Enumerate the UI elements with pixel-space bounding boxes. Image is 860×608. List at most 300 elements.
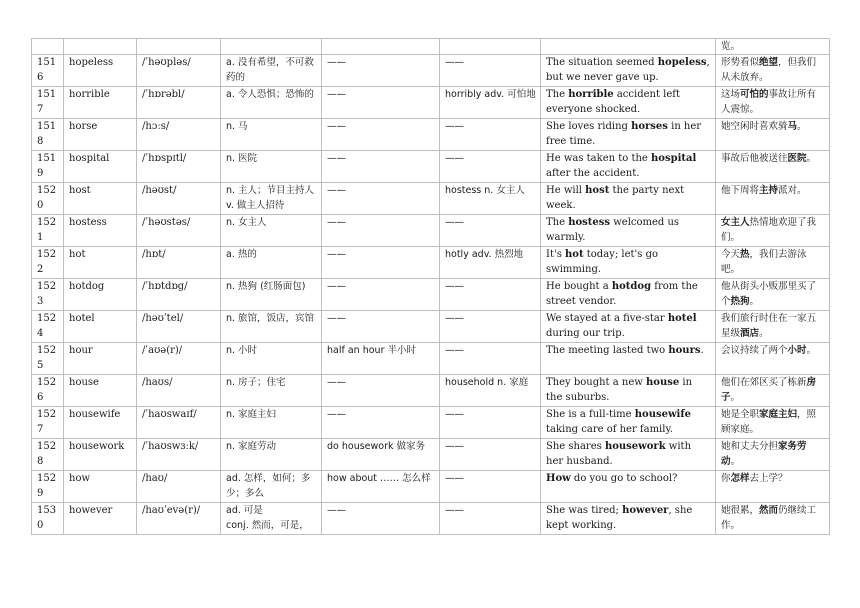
phrase-cell bbox=[322, 151, 440, 183]
translation-text: 去上学？ bbox=[749, 473, 788, 484]
english-example-cell bbox=[541, 119, 716, 151]
phonetic-transcription: /ˈhɒtdɒg/ bbox=[142, 281, 188, 292]
entry-number: 1528 bbox=[37, 441, 57, 467]
example-text: She shares bbox=[546, 441, 605, 452]
meaning-text: n. 旅馆，饭店，宾馆 bbox=[226, 313, 315, 324]
meaning-text: n. 家庭劳动 bbox=[226, 441, 277, 452]
headword: hotel bbox=[69, 313, 95, 324]
translation-text: 会议持续了两个 bbox=[721, 345, 788, 356]
phonetic-transcription: /ˈhɒrəbl/ bbox=[142, 89, 185, 100]
chinese-example-cell bbox=[716, 247, 830, 279]
table-cell bbox=[32, 39, 64, 55]
example-text: . bbox=[700, 345, 704, 356]
phrase-text: —— bbox=[327, 185, 346, 196]
example-text: during our trip. bbox=[546, 328, 625, 339]
translation-text: 。 bbox=[730, 392, 741, 403]
example-text: , but we never gave up. bbox=[546, 57, 710, 83]
derivative-text: hotly adv. 热烈地 bbox=[445, 249, 524, 260]
headword: however bbox=[69, 505, 113, 516]
entry-number-cell bbox=[32, 151, 64, 183]
english-example-cell bbox=[541, 87, 716, 119]
phonetic-transcription: /haʊˈevə(r)/ bbox=[142, 505, 201, 516]
english-example-cell bbox=[541, 215, 716, 247]
phrase-text: —— bbox=[327, 313, 346, 324]
meaning-text: n. 主人；节目主持人 bbox=[226, 185, 315, 196]
phonetic-cell bbox=[137, 119, 221, 151]
translation-text: 他们在郊区买了栋新 bbox=[721, 377, 807, 388]
english-example-cell bbox=[541, 439, 716, 471]
example-keyword: hopeless bbox=[657, 57, 707, 68]
entry-number: 1519 bbox=[37, 153, 57, 179]
phonetic-transcription: /ˈhəʊstəs/ bbox=[142, 217, 191, 228]
headword: hour bbox=[69, 345, 93, 356]
phrase-text: —— bbox=[327, 249, 346, 260]
example-text: in the suburbs. bbox=[546, 377, 693, 403]
chinese-example-cell bbox=[716, 311, 830, 343]
phonetic-transcription: /həʊˈtel/ bbox=[142, 313, 184, 324]
translation-text: 。 bbox=[759, 328, 769, 339]
example-keyword: hotel bbox=[667, 313, 697, 324]
meaning-text: a. 没有希望，不可救药的 bbox=[226, 57, 314, 83]
translation-text: 形势看似 bbox=[721, 57, 760, 68]
entry-number: 1529 bbox=[37, 473, 57, 499]
meaning-text: n. 家庭主妇 bbox=[226, 409, 277, 420]
phrase-text: —— bbox=[327, 121, 346, 132]
derivative-cell bbox=[440, 503, 541, 535]
entry-number-cell bbox=[32, 375, 64, 407]
meaning-cell bbox=[221, 343, 322, 375]
phrase-cell bbox=[322, 471, 440, 503]
phonetic-transcription: /həʊst/ bbox=[142, 185, 177, 196]
table-row bbox=[32, 151, 830, 183]
example-text: the party next week. bbox=[546, 185, 685, 211]
phonetic-cell bbox=[137, 87, 221, 119]
chinese-example-cell bbox=[716, 119, 830, 151]
meaning-text: a. 热的 bbox=[226, 249, 257, 260]
derivative-text: horribly adv. 可怕地 bbox=[445, 89, 536, 100]
entry-number: 1527 bbox=[37, 409, 57, 435]
derivative-cell bbox=[440, 183, 541, 215]
translation-keyword: 热 bbox=[740, 249, 750, 260]
phrase-cell bbox=[322, 183, 440, 215]
table-row bbox=[32, 375, 830, 407]
phonetic-cell bbox=[137, 439, 221, 471]
example-keyword: hours bbox=[668, 345, 701, 356]
meaning-text: n. 热狗 (红肠面包) bbox=[226, 281, 306, 292]
meaning-cell bbox=[221, 183, 322, 215]
translation-text: ，我们去游泳吧。 bbox=[721, 249, 807, 275]
translation-text: 。 bbox=[730, 456, 741, 467]
translation-text: 事故让所有人震惊。 bbox=[721, 89, 817, 115]
translation-keyword: 然而 bbox=[759, 505, 779, 516]
headword: housework bbox=[69, 441, 125, 452]
translation-text: 仍继续工作。 bbox=[721, 505, 817, 531]
derivative-cell bbox=[440, 151, 541, 183]
entry-number: 1517 bbox=[37, 89, 57, 115]
phonetic-transcription: /ˈaʊə(r)/ bbox=[142, 345, 183, 356]
derivative-cell bbox=[440, 55, 541, 87]
translation-text: 。 bbox=[797, 121, 807, 132]
meaning-cell bbox=[221, 375, 322, 407]
phrase-text: —— bbox=[327, 89, 346, 100]
word-cell bbox=[64, 471, 137, 503]
meaning-cell bbox=[221, 151, 322, 183]
chinese-example-cell bbox=[716, 407, 830, 439]
translation-text: 。 bbox=[749, 296, 760, 307]
example-keyword: How bbox=[546, 473, 571, 484]
translation-text: 事故后他被送往 bbox=[721, 153, 788, 164]
translation-text: 她空闲时喜欢骑 bbox=[721, 121, 788, 132]
example-keyword: hot bbox=[565, 249, 584, 260]
entry-number: 1521 bbox=[37, 217, 57, 243]
phonetic-transcription: /ˈhɒspɪtl/ bbox=[142, 153, 187, 164]
derivative-cell bbox=[440, 471, 541, 503]
example-keyword: housework bbox=[604, 441, 666, 452]
english-example-cell bbox=[541, 183, 716, 215]
english-example-cell bbox=[541, 55, 716, 87]
translation-keyword: 主持 bbox=[759, 185, 779, 196]
word-cell bbox=[64, 439, 137, 471]
example-text: They bought a new bbox=[546, 377, 646, 388]
derivative-text: —— bbox=[445, 441, 464, 452]
table-body bbox=[32, 39, 830, 535]
translation-text: 热情地欢迎了我们。 bbox=[721, 217, 817, 243]
derivative-cell bbox=[440, 407, 541, 439]
entry-number: 1516 bbox=[37, 57, 57, 83]
translation-keyword: 房子 bbox=[721, 377, 817, 403]
meaning-cell bbox=[221, 247, 322, 279]
entry-number-cell bbox=[32, 183, 64, 215]
phrase-cell bbox=[322, 439, 440, 471]
phrase-cell bbox=[322, 503, 440, 535]
english-example-cell bbox=[541, 407, 716, 439]
headword: hot bbox=[69, 249, 86, 260]
example-text: today; let's go swimming. bbox=[546, 249, 658, 275]
example-text: in her free time. bbox=[546, 121, 702, 147]
entry-number-cell bbox=[32, 55, 64, 87]
derivative-cell bbox=[440, 439, 541, 471]
phonetic-cell bbox=[137, 503, 221, 535]
headword: housewife bbox=[69, 409, 121, 420]
example-text: He will bbox=[546, 185, 586, 196]
phonetic-transcription: /ˈhaʊswaɪf/ bbox=[142, 409, 197, 420]
phrase-cell bbox=[322, 279, 440, 311]
table-row bbox=[32, 55, 830, 87]
meaning-cell bbox=[221, 279, 322, 311]
headword: house bbox=[69, 377, 99, 388]
entry-number-cell bbox=[32, 279, 64, 311]
vocabulary-table bbox=[31, 38, 830, 535]
table-row bbox=[32, 503, 830, 535]
translation-text: 她是全职 bbox=[721, 409, 760, 420]
meaning-cell bbox=[221, 55, 322, 87]
phrase-cell bbox=[322, 375, 440, 407]
word-cell bbox=[64, 407, 137, 439]
headword: hostess bbox=[69, 217, 107, 228]
example-text: from the street vendor. bbox=[546, 281, 698, 307]
phonetic-cell bbox=[137, 55, 221, 87]
phonetic-transcription: /hɔːs/ bbox=[142, 121, 170, 132]
example-text: accident left everyone shocked. bbox=[546, 89, 680, 115]
phrase-cell bbox=[322, 215, 440, 247]
example-text: , she kept working. bbox=[546, 505, 693, 531]
example-text: He bought a bbox=[546, 281, 612, 292]
translation-keyword: 女主人 bbox=[721, 217, 750, 228]
chinese-example-cell bbox=[716, 183, 830, 215]
derivative-text: —— bbox=[445, 121, 464, 132]
english-example-cell bbox=[541, 311, 716, 343]
chinese-example-cell bbox=[716, 503, 830, 535]
example-text: with her husband. bbox=[546, 441, 692, 467]
entry-number-cell bbox=[32, 439, 64, 471]
table-cell bbox=[64, 39, 137, 55]
meaning-cell bbox=[221, 119, 322, 151]
entry-number: 1524 bbox=[37, 313, 57, 339]
word-cell bbox=[64, 55, 137, 87]
word-cell bbox=[64, 183, 137, 215]
translation-text: 她和丈夫分担 bbox=[721, 441, 779, 452]
table-row bbox=[32, 119, 830, 151]
phrase-cell bbox=[322, 311, 440, 343]
meaning-cell bbox=[221, 439, 322, 471]
example-keyword: horrible bbox=[568, 89, 614, 100]
table-row bbox=[32, 343, 830, 375]
phonetic-cell bbox=[137, 247, 221, 279]
meaning-cell bbox=[221, 407, 322, 439]
translation-keyword: 家务劳动 bbox=[721, 441, 807, 467]
table-row bbox=[32, 279, 830, 311]
phrase-text: half an hour 半小时 bbox=[327, 345, 416, 356]
phrase-text: —— bbox=[327, 217, 346, 228]
english-example-cell bbox=[541, 247, 716, 279]
phonetic-transcription: /ˈhaʊswɜːk/ bbox=[142, 441, 199, 452]
table-row bbox=[32, 87, 830, 119]
example-keyword: hospital bbox=[651, 153, 697, 164]
entry-number-cell bbox=[32, 471, 64, 503]
table-row bbox=[32, 215, 830, 247]
derivative-cell bbox=[440, 279, 541, 311]
entry-number-cell bbox=[32, 407, 64, 439]
meaning-text: n. 女主人 bbox=[226, 217, 267, 228]
entry-number: 1530 bbox=[37, 505, 57, 531]
headword: hospital bbox=[69, 153, 110, 164]
example-text: The bbox=[546, 89, 569, 100]
word-cell bbox=[64, 279, 137, 311]
derivative-text: —— bbox=[445, 313, 464, 324]
entry-number: 1522 bbox=[37, 249, 57, 275]
headword: how bbox=[69, 473, 91, 484]
derivative-cell bbox=[440, 343, 541, 375]
chinese-example-cell: 览。 bbox=[716, 39, 830, 55]
translation-keyword: 酒店 bbox=[740, 328, 760, 339]
translation-text: 。 bbox=[806, 153, 817, 164]
phrase-text: —— bbox=[327, 281, 346, 292]
phonetic-transcription: /haʊs/ bbox=[142, 377, 173, 388]
translation-text: ，但我们从未放弃。 bbox=[721, 57, 817, 83]
english-example-cell bbox=[541, 503, 716, 535]
phonetic-transcription: /ˈhəʊpləs/ bbox=[142, 57, 191, 68]
entry-number-cell bbox=[32, 87, 64, 119]
translation-text: 派对。 bbox=[778, 185, 807, 196]
word-cell bbox=[64, 503, 137, 535]
translation-keyword: 医院 bbox=[787, 153, 807, 164]
headword: horrible bbox=[69, 89, 110, 100]
translation-keyword: 家庭主妇 bbox=[759, 409, 798, 420]
example-text: It's bbox=[546, 249, 566, 260]
phrase-cell bbox=[322, 407, 440, 439]
phonetic-transcription: /haʊ/ bbox=[142, 473, 168, 484]
phonetic-cell bbox=[137, 183, 221, 215]
meaning-text: a. 令人恐惧；恐怖的 bbox=[226, 89, 314, 100]
translation-text: 我们旅行时住在一家五星级 bbox=[721, 313, 817, 339]
entry-number: 1523 bbox=[37, 281, 57, 307]
derivative-text: —— bbox=[445, 281, 464, 292]
meaning-text-secondary: conj. 然而，可是， bbox=[226, 520, 309, 531]
phonetic-cell bbox=[137, 375, 221, 407]
word-cell bbox=[64, 151, 137, 183]
phrase-text: —— bbox=[327, 377, 346, 388]
phrase-cell bbox=[322, 247, 440, 279]
english-example-cell bbox=[541, 279, 716, 311]
entry-number: 1525 bbox=[37, 345, 57, 371]
meaning-cell bbox=[221, 471, 322, 503]
example-text: The meeting lasted two bbox=[546, 345, 669, 356]
chinese-example-cell bbox=[716, 375, 830, 407]
example-keyword: hotdog bbox=[611, 281, 652, 292]
phrase-text: how about …… 怎么样 bbox=[327, 473, 431, 484]
translation-keyword: 热狗 bbox=[730, 296, 750, 307]
translation-text: ，照顾家庭。 bbox=[721, 409, 817, 435]
meaning-text: n. 小时 bbox=[226, 345, 258, 356]
table-row bbox=[32, 439, 830, 471]
table-cell bbox=[541, 39, 716, 55]
table-row bbox=[32, 247, 830, 279]
table-cell bbox=[221, 39, 322, 55]
word-cell bbox=[64, 311, 137, 343]
derivative-text: household n. 家庭 bbox=[445, 377, 529, 388]
translation-text: 今天 bbox=[721, 249, 741, 260]
meaning-text: n. 马 bbox=[226, 121, 248, 132]
entry-number-cell bbox=[32, 215, 64, 247]
phrase-text: —— bbox=[327, 409, 346, 420]
meaning-cell bbox=[221, 311, 322, 343]
english-example-cell bbox=[541, 151, 716, 183]
entry-number-cell bbox=[32, 247, 64, 279]
derivative-text: —— bbox=[445, 409, 464, 420]
phonetic-cell bbox=[137, 215, 221, 247]
example-text: do you go to school? bbox=[570, 473, 678, 484]
word-cell bbox=[64, 247, 137, 279]
translation-keyword: 可怕的 bbox=[740, 89, 769, 100]
headword: host bbox=[69, 185, 91, 196]
example-text: The bbox=[546, 217, 569, 228]
example-text: welcomed us warmly. bbox=[546, 217, 680, 243]
word-cell bbox=[64, 215, 137, 247]
example-text: The situation seemed bbox=[546, 57, 658, 68]
example-keyword: horses bbox=[631, 121, 668, 132]
derivative-cell bbox=[440, 247, 541, 279]
entry-number-cell bbox=[32, 503, 64, 535]
meaning-text: n. 房子；住宅 bbox=[226, 377, 286, 388]
entry-number-cell bbox=[32, 119, 64, 151]
meaning-cell bbox=[221, 87, 322, 119]
entry-number: 1518 bbox=[37, 121, 57, 147]
chinese-example-cell bbox=[716, 215, 830, 247]
meaning-text: n. 医院 bbox=[226, 153, 258, 164]
phrase-cell bbox=[322, 87, 440, 119]
derivative-text: —— bbox=[445, 473, 464, 484]
chinese-example-cell bbox=[716, 471, 830, 503]
table-row bbox=[32, 183, 830, 215]
translation-keyword: 马 bbox=[787, 121, 798, 132]
chinese-example-cell bbox=[716, 279, 830, 311]
example-text: She loves riding bbox=[546, 121, 632, 132]
phonetic-cell bbox=[137, 151, 221, 183]
translation-text: 这场 bbox=[721, 89, 741, 100]
translation-keyword: 怎样 bbox=[730, 473, 750, 484]
continuation-row bbox=[32, 39, 830, 55]
derivative-text: —— bbox=[445, 153, 464, 164]
entry-number-cell bbox=[32, 343, 64, 375]
word-cell bbox=[64, 119, 137, 151]
entry-number-cell bbox=[32, 311, 64, 343]
phrase-cell bbox=[322, 343, 440, 375]
derivative-cell bbox=[440, 87, 541, 119]
table-row bbox=[32, 311, 830, 343]
derivative-text: —— bbox=[445, 217, 464, 228]
meaning-text: ad. 可是 bbox=[226, 505, 263, 516]
example-keyword: host bbox=[585, 185, 610, 196]
translation-text: 他下周将 bbox=[721, 185, 760, 196]
phonetic-transcription: /hɒt/ bbox=[142, 249, 166, 260]
example-keyword: house bbox=[646, 377, 680, 388]
example-text: She was tired; bbox=[546, 505, 623, 516]
english-example-cell bbox=[541, 343, 716, 375]
headword: horse bbox=[69, 121, 98, 132]
translation-text: 她很累， bbox=[721, 505, 760, 516]
translation-text: 。 bbox=[806, 345, 817, 356]
phonetic-cell bbox=[137, 311, 221, 343]
derivative-cell bbox=[440, 375, 541, 407]
example-text: We stayed at a five-star bbox=[546, 313, 668, 324]
derivative-text: —— bbox=[445, 505, 464, 516]
derivative-text: —— bbox=[445, 57, 464, 68]
phrase-text: —— bbox=[327, 505, 346, 516]
headword: hopeless bbox=[69, 57, 114, 68]
english-example-cell bbox=[541, 471, 716, 503]
meaning-text-secondary: v. 做主人招待 bbox=[226, 200, 285, 211]
phonetic-cell bbox=[137, 279, 221, 311]
phrase-text: —— bbox=[327, 153, 346, 164]
derivative-text: hostess n. 女主人 bbox=[445, 185, 525, 196]
chinese-example-cell bbox=[716, 343, 830, 375]
phonetic-cell bbox=[137, 343, 221, 375]
meaning-cell bbox=[221, 503, 322, 535]
example-text: taking care of her family. bbox=[546, 424, 673, 435]
entry-number: 1520 bbox=[37, 185, 57, 211]
meaning-text: ad. 怎样，如何；多少；多么 bbox=[226, 473, 311, 499]
derivative-text: —— bbox=[445, 345, 464, 356]
headword: hotdog bbox=[69, 281, 105, 292]
example-keyword: however bbox=[622, 505, 669, 516]
translation-text: 他从街头小贩那里买了个 bbox=[721, 281, 817, 307]
example-keyword: housewife bbox=[634, 409, 692, 420]
translation-keyword: 小时 bbox=[787, 345, 807, 356]
word-cell bbox=[64, 343, 137, 375]
table-row bbox=[32, 407, 830, 439]
phrase-text: do housework 做家务 bbox=[327, 441, 426, 452]
phonetic-cell bbox=[137, 471, 221, 503]
